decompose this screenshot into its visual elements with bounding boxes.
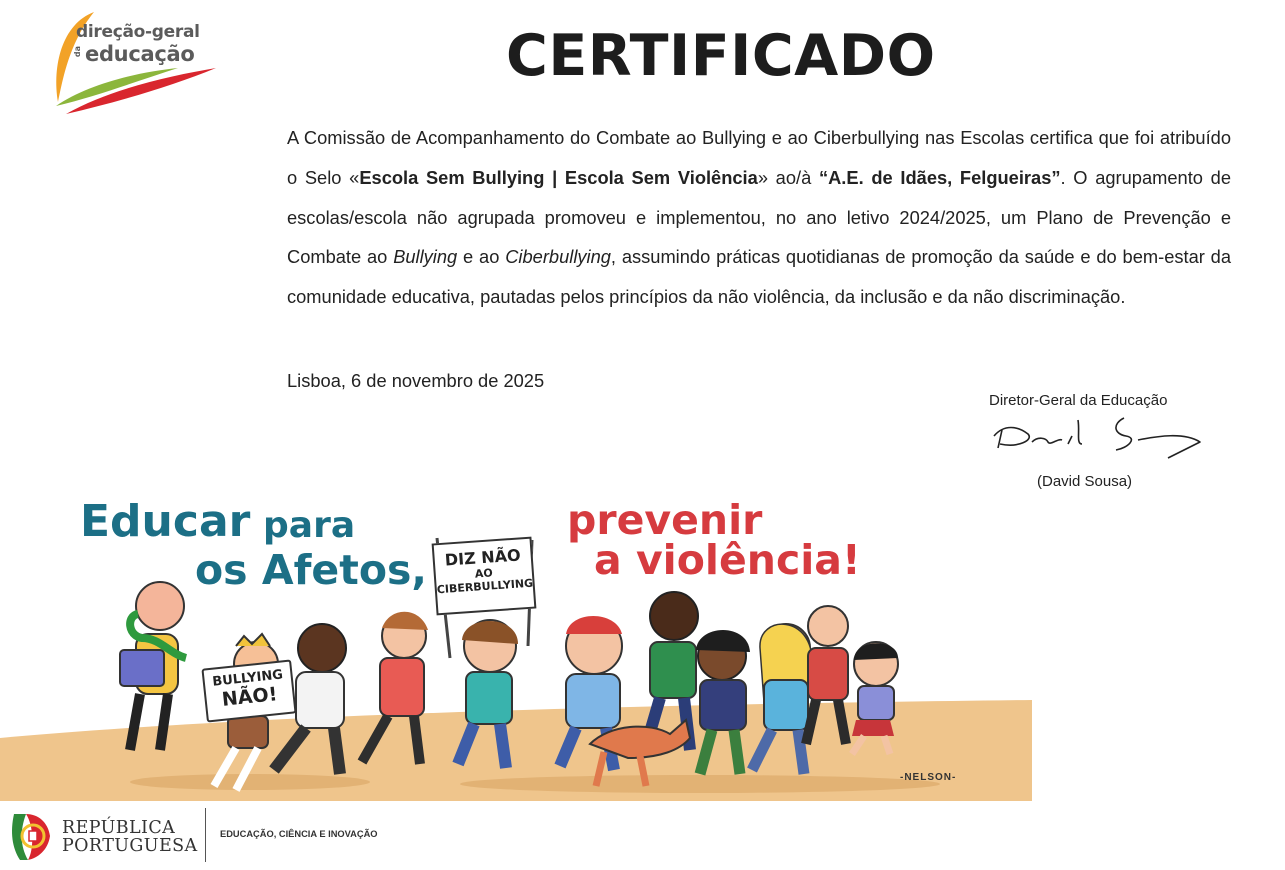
signature-icon bbox=[988, 414, 1206, 464]
republic-name bbox=[62, 819, 198, 855]
sign-text-2: AO bbox=[474, 566, 494, 581]
protest-sign-bullying bbox=[201, 659, 296, 722]
school-name: “A.E. de Idães, Felgueiras” bbox=[818, 166, 1061, 188]
logo-text-line1: direção-geral bbox=[76, 22, 200, 42]
signer-name: (David Sousa) bbox=[1037, 473, 1133, 490]
sign-text-1: DIZ NÃO bbox=[444, 545, 522, 570]
slogan-prevenir: prevenir bbox=[567, 496, 763, 544]
footer-divider bbox=[205, 808, 206, 862]
slogan-afetos: os Afetos, bbox=[195, 546, 427, 594]
sign-text-4: BULLYING bbox=[211, 667, 284, 690]
protest-sign-ciberbullying bbox=[432, 537, 537, 616]
body-mid: » ao/à bbox=[757, 166, 819, 188]
slogan-para: para bbox=[263, 505, 356, 546]
body-p2c: , assumindo práticas quotidianas de promoção da saúde e do bem-estar da comunidade educativa, pautadas pelos princípios da não violência, da inclusão e da não discriminação. bbox=[287, 246, 1232, 308]
republic-line1: REPÚBLICA bbox=[62, 818, 176, 838]
seal-name: Escola Sem Bullying | Escola Sem Violência bbox=[359, 166, 758, 188]
body-intro: A Comissão de Acompanhamento do Combate ao Bullying e ao Ciberbullying nas Escolas certifica que foi atribuído o Selo « bbox=[287, 127, 1231, 188]
sign-text-5: NÃO! bbox=[220, 683, 279, 711]
portugal-emblem-icon bbox=[8, 806, 52, 862]
body-p2b: e ao bbox=[457, 246, 506, 268]
body-italic-ciberbullying: Ciberbullying bbox=[505, 246, 611, 268]
footer bbox=[0, 802, 1285, 870]
slogan-violencia: a violência! bbox=[594, 536, 861, 584]
logo-text-prefix: da bbox=[73, 45, 83, 58]
logo-text-line2: educação bbox=[85, 42, 195, 66]
artist-signature: -NELSON- bbox=[900, 772, 957, 783]
cartoon-banner bbox=[0, 488, 1032, 801]
slogan-educar: Educar bbox=[80, 496, 251, 547]
sign-text-3: CIBERBULLYING bbox=[436, 576, 534, 597]
ministry-name: EDUCAÇÃO, CIÊNCIA E INOVAÇÃO bbox=[220, 829, 378, 839]
certificate-title: CERTIFICADO bbox=[506, 23, 936, 89]
dge-logo bbox=[48, 6, 223, 118]
republic-line2: PORTUGUESA bbox=[62, 836, 198, 856]
signer-role: Diretor-Geral da Educação bbox=[989, 392, 1168, 409]
certificate-body bbox=[287, 118, 1231, 317]
body-p2a: . O agrupamento de escolas/escola não agrupada promoveu e implementou, no ano letivo 2024/2025, um Plano de Prevenção e Combate ao bbox=[287, 166, 1231, 268]
date-line: Lisboa, 6 de novembro de 2025 bbox=[287, 370, 545, 391]
body-italic-bullying: Bullying bbox=[393, 246, 458, 268]
